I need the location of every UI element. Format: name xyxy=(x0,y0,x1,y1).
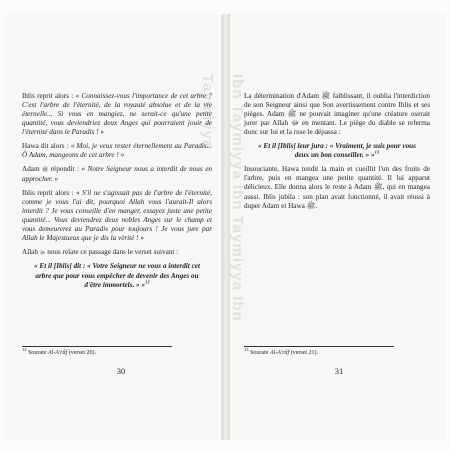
paragraph: Insouciante, Hawa tendit la main et cueillit l'un des fruits de l'arbre, puis en mangea une petite quantité. Il lui apparut délicieux. Elle donna alors le reste à Adam ﷺ, qui en mangea aussi. Iblis jubila : son plan avait fonctionné, il avait réussi à duper Adam et Hawa ﷺ. xyxy=(244,165,430,210)
footnote: $^{13}$ Sourate Al-A'râf (verset 21). xyxy=(244,347,319,356)
footnote-divider xyxy=(244,346,394,347)
watermark: Ibn Taymiyya Ibn Taymiyya Ibn Taymiyya xyxy=(199,74,246,322)
paragraph: La détermination d'Adam ﷺ faiblissant, il oublia l'interdiction de son Seigneur ainsi que Son avertissement contre Iblis et ses pièges. Adam ﷺ ne pouvait imaginer qu'une créature oserait jurer par Allah ﷻ en mentant. Le piège du diable se referma donc sur lui et la ruse le dépassa : xyxy=(244,92,430,137)
paragraph: Hawa dit alors : « Moi, je veux rester éternellement au Paradis... Ô Adam, mangeons de cet arbre ! » xyxy=(22,142,212,160)
paragraph: Iblis reprit alors : « Connaissez-vous l'importance de cet arbre ? C'est l'arbre de l'éternité, de la royauté absolue et de la vie éternelle... Si vous en mangiez, ne serait-ce qu'une petite quantité, vous deviendriez deux Anges qui pourraient jouir de l'éternité dans le Paradis ! » xyxy=(22,92,213,137)
left-page xyxy=(4,14,222,440)
right-page-body xyxy=(244,92,430,215)
left-page-body xyxy=(22,92,212,295)
page-number: 30 xyxy=(116,366,126,376)
footnote-divider xyxy=(22,346,172,347)
quran-verse: « Et il [Iblis] leur jura : « Vraiment, je suis pour vous deux un bon conseiller. » »$^{13}$ xyxy=(258,142,416,160)
paragraph: Iblis reprit alors : « S'il ne s'agissait pas de l'arbre de l'éternité, comme je vous l'ai dit, pourquoi Allah vous l'aurait-Il alors interdit ? Je vous conseille d'en manger, essayez juste une petite quantité... Vous deviendrez deux nobles Anges sur le champ et vous demeurerez au Paradis pour toujours ! Je vous jure par Allah le Majestueux que je dis la vérité ! » xyxy=(22,188,213,243)
footnote: $^{12}$ Sourate Al-A'râf (verset 20). xyxy=(22,347,97,356)
salutation-glyph: ﷺ xyxy=(42,167,49,173)
footnote-ref: 13 xyxy=(374,149,380,155)
right-page xyxy=(199,14,446,440)
quran-verse: « Et il [Iblis] dit : « Votre Seigneur ne vous a interdit cet arbre que pour vous empêcher de devenir des Anges ou d'être immortels. » »$^{12}$ xyxy=(34,262,200,289)
footnote-ref: 12 xyxy=(145,279,150,285)
paragraph: Adam ﷺ répondit : « Notre Seigneur nous a interdit de nous en approcher. » xyxy=(22,164,212,183)
paragraph: Allah ﷻ nous relate ce passage dans le verset suivant : xyxy=(22,247,179,256)
page-number: 31 xyxy=(334,366,344,376)
salutation-glyph: ﷻ xyxy=(39,250,46,256)
